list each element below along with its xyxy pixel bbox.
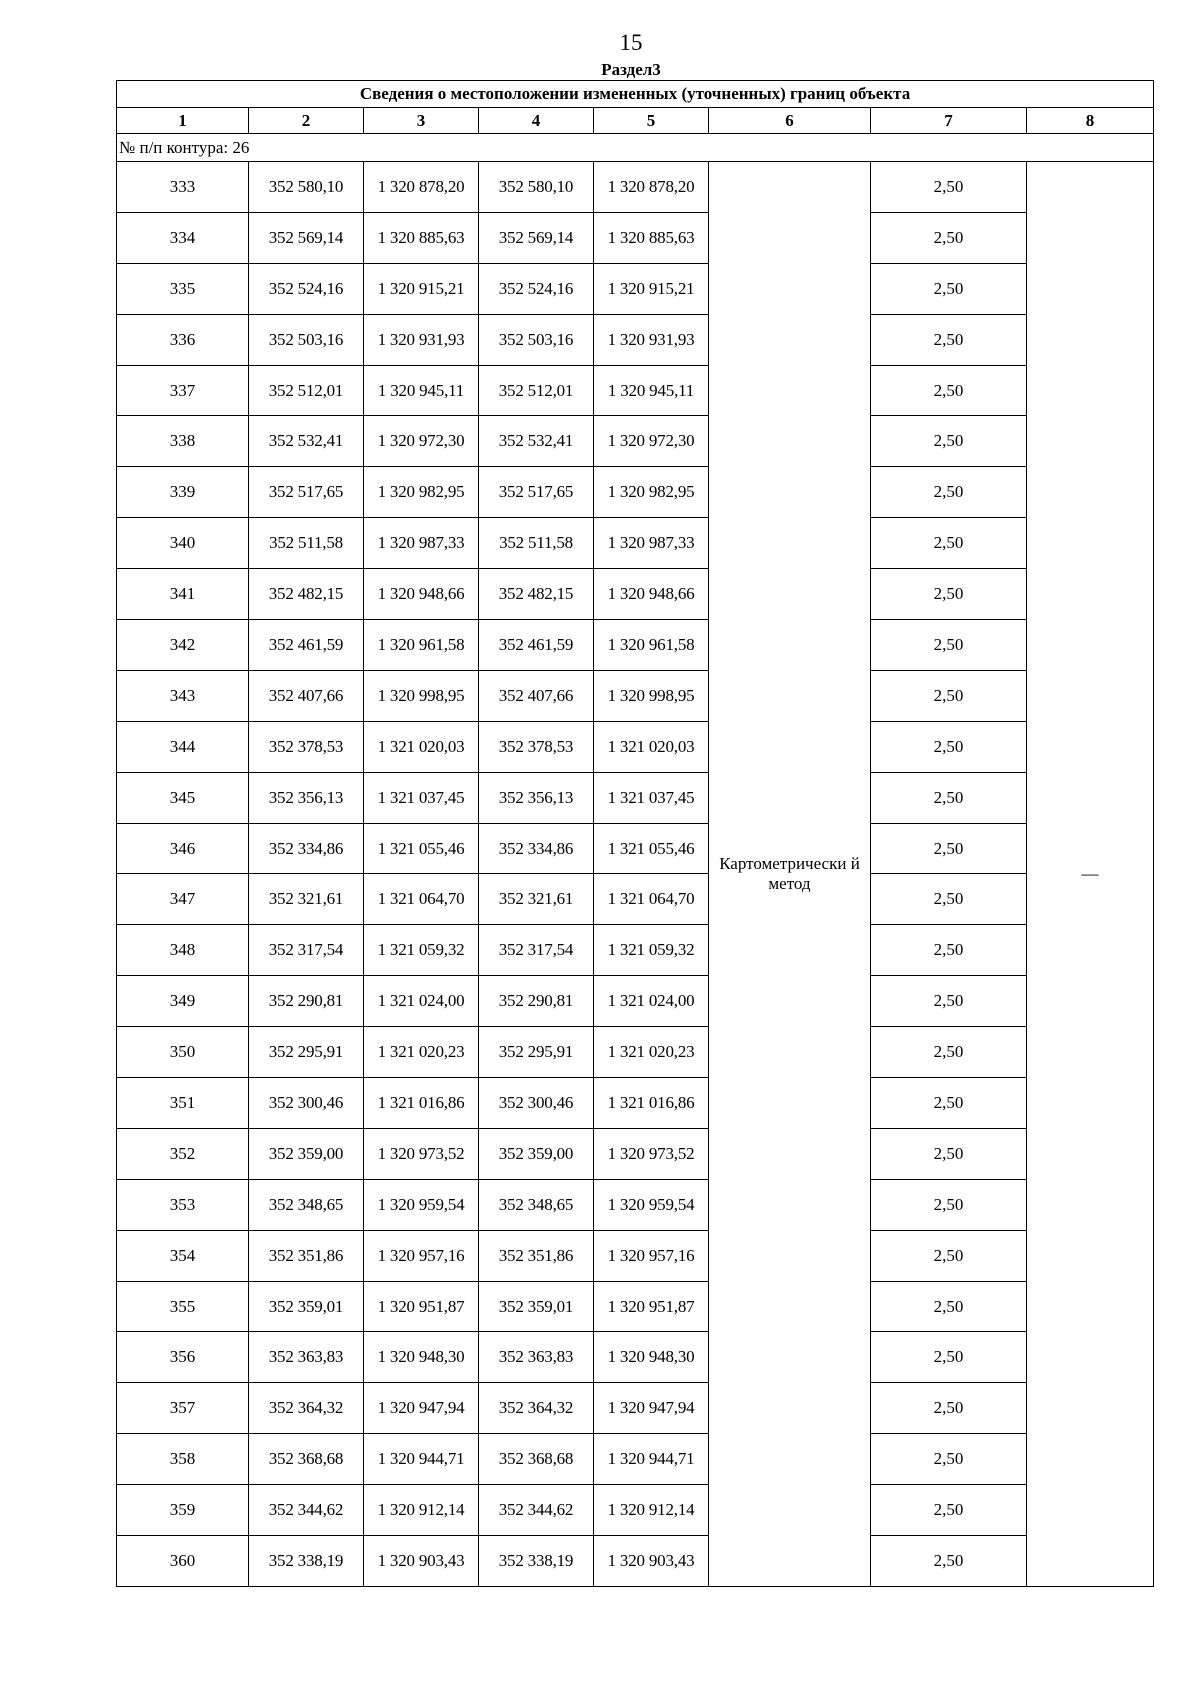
y-coordinate-cell: 1 320 947,94 — [594, 1383, 709, 1434]
x-coordinate-cell: 352 348,65 — [479, 1179, 594, 1230]
accuracy-cell: 2,50 — [871, 314, 1027, 365]
contour-label: № п/п контура: 26 — [117, 134, 1154, 162]
accuracy-cell: 2,50 — [871, 1332, 1027, 1383]
x-coordinate-cell: 352 407,66 — [249, 670, 364, 721]
y-coordinate-cell: 1 320 885,63 — [364, 212, 479, 263]
y-coordinate-cell: 1 321 020,23 — [594, 1027, 709, 1078]
y-coordinate-cell: 1 320 973,52 — [364, 1128, 479, 1179]
x-coordinate-cell: 352 344,62 — [479, 1485, 594, 1536]
x-coordinate-cell: 352 569,14 — [479, 212, 594, 263]
point-number-cell: 358 — [117, 1434, 249, 1485]
accuracy-cell: 2,50 — [871, 874, 1027, 925]
y-coordinate-cell: 1 320 959,54 — [364, 1179, 479, 1230]
y-coordinate-cell: 1 321 016,86 — [594, 1078, 709, 1129]
table-row — [117, 772, 1154, 823]
table-row — [117, 823, 1154, 874]
table-row — [117, 976, 1154, 1027]
point-number-cell: 360 — [117, 1536, 249, 1587]
x-coordinate-cell: 352 334,86 — [479, 823, 594, 874]
point-number-cell: 354 — [117, 1230, 249, 1281]
accuracy-cell: 2,50 — [871, 416, 1027, 467]
x-coordinate-cell: 352 356,13 — [249, 772, 364, 823]
coordinates-table — [116, 80, 1154, 1587]
table-row — [117, 518, 1154, 569]
table-row — [117, 263, 1154, 314]
y-coordinate-cell: 1 320 915,21 — [364, 263, 479, 314]
x-coordinate-cell: 352 363,83 — [249, 1332, 364, 1383]
y-coordinate-cell: 1 320 987,33 — [594, 518, 709, 569]
table-row — [117, 212, 1154, 263]
y-coordinate-cell: 1 320 903,43 — [364, 1536, 479, 1587]
x-coordinate-cell: 352 359,01 — [479, 1281, 594, 1332]
point-number-cell: 338 — [117, 416, 249, 467]
y-coordinate-cell: 1 321 020,23 — [364, 1027, 479, 1078]
accuracy-cell: 2,50 — [871, 976, 1027, 1027]
x-coordinate-cell: 352 368,68 — [249, 1434, 364, 1485]
point-number-cell: 344 — [117, 721, 249, 772]
x-coordinate-cell: 352 295,91 — [479, 1027, 594, 1078]
table-row — [117, 925, 1154, 976]
point-number-cell: 339 — [117, 467, 249, 518]
y-coordinate-cell: 1 321 055,46 — [594, 823, 709, 874]
note-cell: — — [1027, 162, 1154, 1587]
point-number-cell: 334 — [117, 212, 249, 263]
table-row — [117, 1332, 1154, 1383]
y-coordinate-cell: 1 320 912,14 — [364, 1485, 479, 1536]
y-coordinate-cell: 1 320 998,95 — [364, 670, 479, 721]
y-coordinate-cell: 1 320 903,43 — [594, 1536, 709, 1587]
table-row — [117, 1434, 1154, 1485]
x-coordinate-cell: 352 317,54 — [479, 925, 594, 976]
accuracy-cell: 2,50 — [871, 1078, 1027, 1129]
y-coordinate-cell: 1 320 961,58 — [594, 620, 709, 671]
x-coordinate-cell: 352 300,46 — [479, 1078, 594, 1129]
x-coordinate-cell: 352 334,86 — [249, 823, 364, 874]
x-coordinate-cell: 352 461,59 — [249, 620, 364, 671]
x-coordinate-cell: 352 512,01 — [249, 365, 364, 416]
accuracy-cell: 2,50 — [871, 823, 1027, 874]
x-coordinate-cell: 352 503,16 — [249, 314, 364, 365]
x-coordinate-cell: 352 321,61 — [479, 874, 594, 925]
x-coordinate-cell: 352 290,81 — [249, 976, 364, 1027]
y-coordinate-cell: 1 321 037,45 — [594, 772, 709, 823]
y-coordinate-cell: 1 320 947,94 — [364, 1383, 479, 1434]
y-coordinate-cell: 1 320 972,30 — [594, 416, 709, 467]
accuracy-cell: 2,50 — [871, 1230, 1027, 1281]
x-coordinate-cell: 352 511,58 — [249, 518, 364, 569]
x-coordinate-cell: 352 461,59 — [479, 620, 594, 671]
point-number-cell: 350 — [117, 1027, 249, 1078]
x-coordinate-cell: 352 364,32 — [479, 1383, 594, 1434]
y-coordinate-cell: 1 320 972,30 — [364, 416, 479, 467]
x-coordinate-cell: 352 482,15 — [479, 569, 594, 620]
y-coordinate-cell: 1 320 951,87 — [364, 1281, 479, 1332]
x-coordinate-cell: 352 317,54 — [249, 925, 364, 976]
y-coordinate-cell: 1 320 931,93 — [364, 314, 479, 365]
point-number-cell: 352 — [117, 1128, 249, 1179]
table-row — [117, 162, 1154, 213]
point-number-cell: 348 — [117, 925, 249, 976]
method-cell: Картометрически й метод — [709, 162, 871, 1587]
x-coordinate-cell: 352 503,16 — [479, 314, 594, 365]
table-row — [117, 416, 1154, 467]
x-coordinate-cell: 352 359,00 — [479, 1128, 594, 1179]
x-coordinate-cell: 352 295,91 — [249, 1027, 364, 1078]
accuracy-cell: 2,50 — [871, 721, 1027, 772]
x-coordinate-cell: 352 532,41 — [249, 416, 364, 467]
table-row — [117, 670, 1154, 721]
point-number-cell: 340 — [117, 518, 249, 569]
x-coordinate-cell: 352 524,16 — [249, 263, 364, 314]
accuracy-cell: 2,50 — [871, 925, 1027, 976]
point-number-cell: 355 — [117, 1281, 249, 1332]
table-row — [117, 1485, 1154, 1536]
x-coordinate-cell: 352 348,65 — [249, 1179, 364, 1230]
y-coordinate-cell: 1 321 020,03 — [594, 721, 709, 772]
y-coordinate-cell: 1 320 945,11 — [364, 365, 479, 416]
point-number-cell: 347 — [117, 874, 249, 925]
accuracy-cell: 2,50 — [871, 1027, 1027, 1078]
y-coordinate-cell: 1 320 915,21 — [594, 263, 709, 314]
column-number: 4 — [479, 108, 594, 134]
x-coordinate-cell: 352 344,62 — [249, 1485, 364, 1536]
point-number-cell: 351 — [117, 1078, 249, 1129]
point-number-cell: 345 — [117, 772, 249, 823]
table-row — [117, 314, 1154, 365]
table-row — [117, 874, 1154, 925]
table-row — [117, 569, 1154, 620]
accuracy-cell: 2,50 — [871, 772, 1027, 823]
table-caption: Сведения о местоположении измененных (уточненных) границ объекта — [117, 81, 1154, 108]
y-coordinate-cell: 1 320 878,20 — [364, 162, 479, 213]
accuracy-cell: 2,50 — [871, 263, 1027, 314]
accuracy-cell: 2,50 — [871, 162, 1027, 213]
x-coordinate-cell: 352 517,65 — [479, 467, 594, 518]
y-coordinate-cell: 1 320 959,54 — [594, 1179, 709, 1230]
y-coordinate-cell: 1 320 961,58 — [364, 620, 479, 671]
accuracy-cell: 2,50 — [871, 1383, 1027, 1434]
x-coordinate-cell: 352 300,46 — [249, 1078, 364, 1129]
x-coordinate-cell: 352 569,14 — [249, 212, 364, 263]
point-number-cell: 336 — [117, 314, 249, 365]
y-coordinate-cell: 1 320 948,30 — [594, 1332, 709, 1383]
y-coordinate-cell: 1 320 912,14 — [594, 1485, 709, 1536]
y-coordinate-cell: 1 321 016,86 — [364, 1078, 479, 1129]
table-row — [117, 467, 1154, 518]
y-coordinate-cell: 1 321 059,32 — [364, 925, 479, 976]
point-number-cell: 333 — [117, 162, 249, 213]
y-coordinate-cell: 1 320 998,95 — [594, 670, 709, 721]
y-coordinate-cell: 1 320 982,95 — [594, 467, 709, 518]
accuracy-cell: 2,50 — [871, 569, 1027, 620]
y-coordinate-cell: 1 321 064,70 — [594, 874, 709, 925]
accuracy-cell: 2,50 — [871, 1536, 1027, 1587]
table-row — [117, 1383, 1154, 1434]
x-coordinate-cell: 352 290,81 — [479, 976, 594, 1027]
point-number-cell: 356 — [117, 1332, 249, 1383]
table-row — [117, 1230, 1154, 1281]
table-row — [117, 1078, 1154, 1129]
y-coordinate-cell: 1 321 037,45 — [364, 772, 479, 823]
y-coordinate-cell: 1 321 055,46 — [364, 823, 479, 874]
x-coordinate-cell: 352 407,66 — [479, 670, 594, 721]
column-number: 1 — [117, 108, 249, 134]
point-number-cell: 341 — [117, 569, 249, 620]
y-coordinate-cell: 1 320 973,52 — [594, 1128, 709, 1179]
accuracy-cell: 2,50 — [871, 1434, 1027, 1485]
x-coordinate-cell: 352 351,86 — [479, 1230, 594, 1281]
x-coordinate-cell: 352 321,61 — [249, 874, 364, 925]
x-coordinate-cell: 352 524,16 — [479, 263, 594, 314]
point-number-cell: 353 — [117, 1179, 249, 1230]
accuracy-cell: 2,50 — [871, 518, 1027, 569]
x-coordinate-cell: 352 359,00 — [249, 1128, 364, 1179]
y-coordinate-cell: 1 320 957,16 — [364, 1230, 479, 1281]
y-coordinate-cell: 1 320 987,33 — [364, 518, 479, 569]
point-number-cell: 337 — [117, 365, 249, 416]
x-coordinate-cell: 352 580,10 — [249, 162, 364, 213]
table-row — [117, 1027, 1154, 1078]
column-number: 8 — [1027, 108, 1154, 134]
y-coordinate-cell: 1 320 945,11 — [594, 365, 709, 416]
point-number-cell: 349 — [117, 976, 249, 1027]
y-coordinate-cell: 1 321 059,32 — [594, 925, 709, 976]
point-number-cell: 346 — [117, 823, 249, 874]
x-coordinate-cell: 352 532,41 — [479, 416, 594, 467]
x-coordinate-cell: 352 356,13 — [479, 772, 594, 823]
y-coordinate-cell: 1 320 944,71 — [594, 1434, 709, 1485]
point-number-cell: 359 — [117, 1485, 249, 1536]
point-number-cell: 357 — [117, 1383, 249, 1434]
point-number-cell: 342 — [117, 620, 249, 671]
x-coordinate-cell: 352 517,65 — [249, 467, 364, 518]
y-coordinate-cell: 1 321 024,00 — [594, 976, 709, 1027]
column-number: 5 — [594, 108, 709, 134]
point-number-cell: 335 — [117, 263, 249, 314]
y-coordinate-cell: 1 320 931,93 — [594, 314, 709, 365]
column-number: 3 — [364, 108, 479, 134]
y-coordinate-cell: 1 320 948,66 — [364, 569, 479, 620]
x-coordinate-cell: 352 482,15 — [249, 569, 364, 620]
column-number: 7 — [871, 108, 1027, 134]
x-coordinate-cell: 352 512,01 — [479, 365, 594, 416]
accuracy-cell: 2,50 — [871, 212, 1027, 263]
table-row — [117, 1179, 1154, 1230]
table-row — [117, 620, 1154, 671]
x-coordinate-cell: 352 364,32 — [249, 1383, 364, 1434]
accuracy-cell: 2,50 — [871, 620, 1027, 671]
accuracy-cell: 2,50 — [871, 670, 1027, 721]
x-coordinate-cell: 352 580,10 — [479, 162, 594, 213]
table-row — [117, 1536, 1154, 1587]
column-number: 2 — [249, 108, 364, 134]
table-row — [117, 365, 1154, 416]
accuracy-cell: 2,50 — [871, 467, 1027, 518]
y-coordinate-cell: 1 320 878,20 — [594, 162, 709, 213]
table-row — [117, 721, 1154, 772]
x-coordinate-cell: 352 363,83 — [479, 1332, 594, 1383]
x-coordinate-cell: 352 338,19 — [479, 1536, 594, 1587]
x-coordinate-cell: 352 368,68 — [479, 1434, 594, 1485]
table-row — [117, 1281, 1154, 1332]
y-coordinate-cell: 1 320 957,16 — [594, 1230, 709, 1281]
accuracy-cell: 2,50 — [871, 1485, 1027, 1536]
x-coordinate-cell: 352 351,86 — [249, 1230, 364, 1281]
y-coordinate-cell: 1 320 982,95 — [364, 467, 479, 518]
y-coordinate-cell: 1 320 951,87 — [594, 1281, 709, 1332]
y-coordinate-cell: 1 321 024,00 — [364, 976, 479, 1027]
accuracy-cell: 2,50 — [871, 1179, 1027, 1230]
y-coordinate-cell: 1 321 020,03 — [364, 721, 479, 772]
table-caption-row — [117, 81, 1154, 108]
accuracy-cell: 2,50 — [871, 1281, 1027, 1332]
y-coordinate-cell: 1 320 885,63 — [594, 212, 709, 263]
x-coordinate-cell: 352 359,01 — [249, 1281, 364, 1332]
x-coordinate-cell: 352 338,19 — [249, 1536, 364, 1587]
y-coordinate-cell: 1 320 948,66 — [594, 569, 709, 620]
x-coordinate-cell: 352 378,53 — [249, 721, 364, 772]
y-coordinate-cell: 1 320 948,30 — [364, 1332, 479, 1383]
accuracy-cell: 2,50 — [871, 1128, 1027, 1179]
point-number-cell: 343 — [117, 670, 249, 721]
column-number: 6 — [709, 108, 871, 134]
column-number-row — [117, 108, 1154, 134]
page-number: 15 — [619, 30, 643, 55]
x-coordinate-cell: 352 511,58 — [479, 518, 594, 569]
contour-row — [117, 134, 1154, 162]
accuracy-cell: 2,50 — [871, 365, 1027, 416]
y-coordinate-cell: 1 320 944,71 — [364, 1434, 479, 1485]
x-coordinate-cell: 352 378,53 — [479, 721, 594, 772]
y-coordinate-cell: 1 321 064,70 — [364, 874, 479, 925]
section-title: Раздел3 — [601, 60, 661, 79]
table-row — [117, 1128, 1154, 1179]
